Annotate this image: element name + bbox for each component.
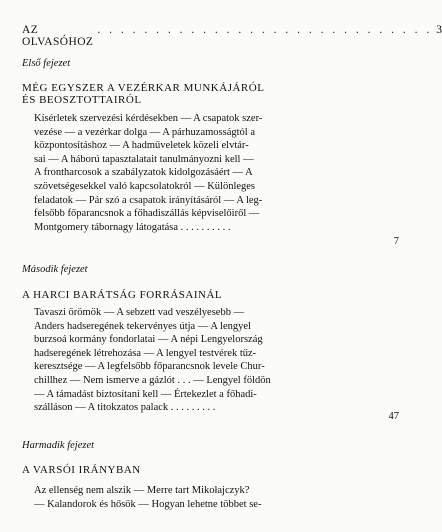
summary-line: hadseregének létrehozása — A lengyel testvérek tűz- (34, 347, 257, 359)
dot-leader: . . . . . . . . . . . . . . . . . . . . . . . . . . . . . (97, 24, 433, 36)
chapter-summary (34, 484, 389, 511)
summary-line: burzsoá kormány fondorlatai — A népi Lengyelország (34, 334, 263, 346)
chapter-title (22, 82, 397, 106)
summary-line: A frontharcosok a szabályzatok kidolgozásáért — A (34, 167, 253, 179)
chapter-label: Első fejezet (22, 58, 71, 69)
chapter-title-line: ÉS BEOSZTOTTAIRÓL (22, 94, 142, 106)
chapter-label: Harmadik fejezet (22, 440, 95, 451)
summary-line: chillhez — Nem ismerve a gázlót . . . — Lengyel földön (34, 374, 271, 386)
summary-line: szövetségesekkel való kapcsolatokról — Különleges (34, 180, 256, 192)
summary-line: feladatok — Pár szó a csapatok irányításáról — A leg- (34, 194, 263, 206)
chapter-title-line: A VARSÓI IRÁNYBAN (22, 464, 141, 476)
summary-line: Montgomery tábornagy látogatása . . . . . . . . . . (34, 221, 231, 233)
summary-line: szálláson — A titokzatos palack . . . . . . . . . (34, 402, 216, 414)
toc-page-number: 3 (436, 24, 442, 36)
chapter-label: Második fejezet (22, 264, 88, 275)
summary-line: keresztsége — A legfelsőbb főparancsnok levele Chur- (34, 361, 265, 373)
chapter-summary (34, 112, 389, 234)
summary-line: Anders hadseregének tekervényes útja — A lengyel (34, 320, 251, 332)
summary-line: Az ellenség nem alszik — Merre tart Mikołajczyk? (34, 485, 250, 496)
summary-line: központosításhoz — A hadműveletek közeli elvtár- (34, 140, 249, 152)
summary-line: Kísérletek szervezési kérdésekben — A csapatok szer- (34, 113, 263, 124)
summary-line: — A támadást biztosítani kell — Értekezlet a főhadi- (34, 388, 257, 400)
toc-entry-title: AZ OLVASÓHOZ (22, 24, 94, 48)
summary-line: felsőbb főparancsnok a főhadiszállás képviselőiről — (34, 208, 260, 220)
summary-line: — Kalandorok és hősök — Hogyan lehetne többet se- (34, 498, 262, 510)
summary-line: vezése — a vezérkar dolga — A párhuzamosságtól a (34, 126, 255, 138)
toc-page-number: 47 (388, 411, 399, 422)
summary-line: sai — A háború tapasztalatait tanulmányozni kell — (34, 153, 254, 165)
chapter-title-line: MÉG EGYSZER A VEZÉRKAR MUNKÁJÁRÓL (22, 82, 265, 94)
chapter-summary (34, 306, 389, 415)
chapter-title-line: A HARCI BARÁTSÁG FORRÁSAINÁL (22, 289, 223, 301)
chapter-title (22, 464, 397, 476)
toc-page-number: 7 (393, 236, 399, 247)
toc-entry-foreword (22, 24, 442, 48)
chapter-title (22, 289, 397, 301)
summary-line: Tavaszi örömök — A sebzett vad veszélyesebb — (34, 307, 245, 318)
